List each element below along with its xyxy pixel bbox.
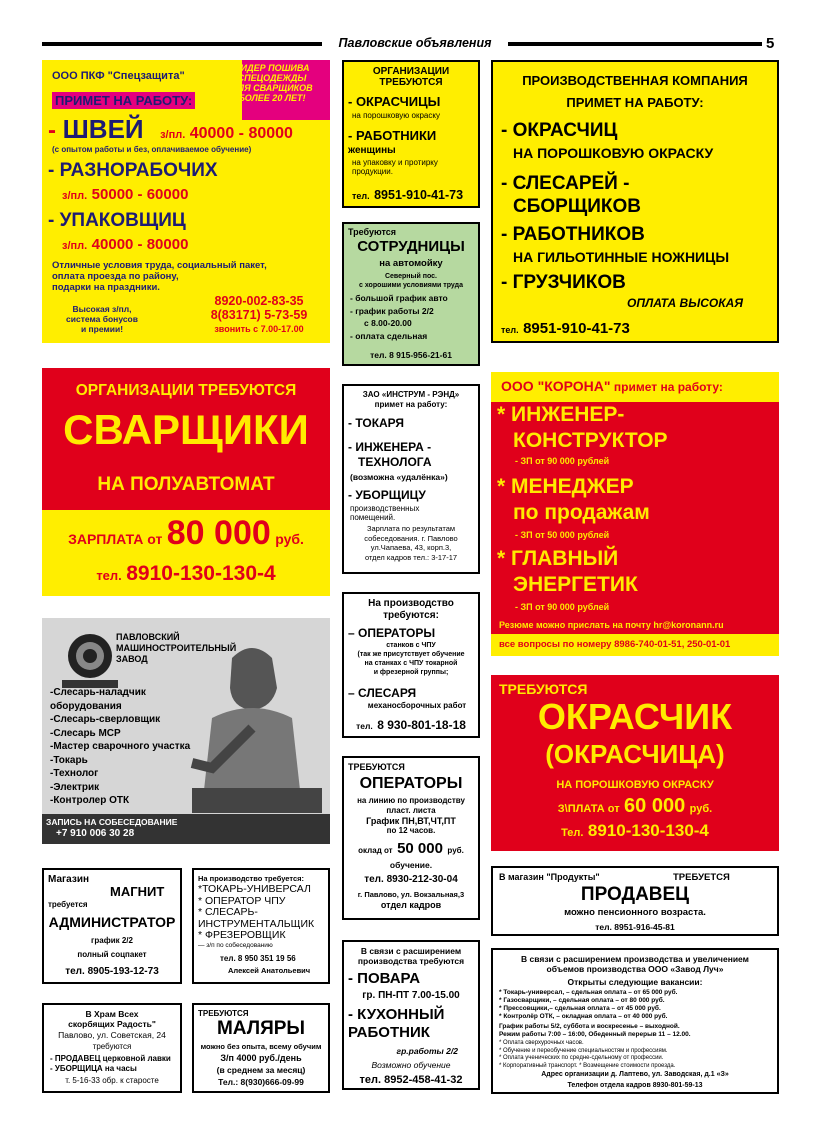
required-label: ТРЕБУЕТСЯ: [673, 872, 730, 883]
vacancy-list: [198, 884, 314, 942]
vacancy-item: * ОПЕРАТОР ЧПУ: [198, 894, 286, 907]
ad-title: ОПЕРАТОРЫ: [359, 775, 463, 792]
store-label: В магазин "Продукты": [499, 872, 600, 882]
pay-note-line: система бонусов: [66, 314, 138, 324]
note: можно без опыта, всему обучим: [200, 1042, 322, 1051]
slogan: [216, 63, 328, 103]
conditions: [52, 260, 267, 293]
salary-label: З\ПЛАТА от: [557, 803, 620, 815]
item-note: (возможна «удалёнка»): [350, 472, 448, 482]
ad-church: [42, 1003, 182, 1093]
ad-subtitle: на автомойку: [379, 258, 443, 269]
item-kuhonny: [348, 1006, 444, 1042]
job-shvei: [48, 114, 293, 145]
salary-value: 50000 - 60000: [91, 186, 189, 203]
item-line: - РАБОТНИКОВ: [501, 224, 645, 245]
ad-cook: [342, 940, 480, 1090]
title-suffix: примет на работу:: [610, 380, 723, 394]
item-line: РАБОТНИК: [348, 1024, 430, 1041]
item-note: гр.работы 2/2: [396, 1046, 458, 1056]
phone-label: Тел.: [561, 827, 584, 839]
salary-2: [62, 186, 188, 204]
job-line: * МЕНЕДЖЕР: [497, 475, 634, 498]
required-label: требуются: [92, 1042, 132, 1051]
title-line: ПРОИЗВОДСТВЕННАЯ КОМПАНИЯ: [522, 73, 748, 88]
details-line: собеседования. г. Павлово: [364, 533, 458, 543]
schedule: график 2/2: [91, 936, 133, 945]
open-vacancies: Открыты следующие вакансии:: [567, 977, 703, 987]
salary-value: 40000 - 80000: [91, 236, 189, 253]
job-title: АДМИНИСТРАТОР: [48, 914, 176, 930]
vacancy-item: *ТОКАРЬ-УНИВЕРСАЛ: [198, 883, 311, 895]
vacancy-item: * ФРЕЗЕРОВЩИК: [198, 929, 286, 941]
condition-item: - большой график авто: [350, 293, 448, 303]
salary-3: [62, 236, 188, 254]
job-energetik: [497, 546, 638, 598]
title-line: В связи с расширением: [360, 946, 462, 956]
job-salary: - ЗП от 90 000 рублей: [515, 456, 610, 466]
ad-korona: [491, 372, 779, 656]
address-line: отдел кадров: [380, 900, 442, 910]
store-label: Магазин: [48, 874, 90, 885]
job-item: -Технолог: [50, 768, 99, 779]
pay-note: ОПЛАТА ВЫСОКАЯ: [627, 296, 743, 310]
title-line: В Храм Всех: [85, 1009, 139, 1019]
item-rabotnikov: [501, 224, 729, 268]
pay-note-line: и премии!: [80, 324, 124, 334]
item-line: ТЕХНОЛОГА: [358, 455, 432, 469]
location-line: с хорошими условиями труда: [359, 282, 463, 289]
item-slesarei: [501, 172, 641, 218]
pay-note-line: Высокая з/пл,: [72, 304, 132, 314]
salary: З/п 4000 руб./день: [220, 1053, 302, 1063]
job-item: -Слесарь-сверловщик: [50, 714, 161, 725]
vacancy-list: [499, 989, 677, 1021]
vacancy-item: - УБОРЩИЦА на часы: [50, 1064, 137, 1073]
required-label: ТРЕБУЮТСЯ: [198, 1009, 249, 1018]
note-line: станков с ЧПУ: [386, 642, 436, 649]
ad-carwash: [342, 222, 480, 366]
schedule-line: График работы 5/2, суббота и воскресенье – выходной.: [499, 1023, 680, 1030]
phone: тел. 8 915-956-21-61: [370, 350, 452, 360]
details-line: График ПН,ВТ,ЧТ,ПТ: [366, 816, 456, 826]
job-line: ЭНЕРГЕТИК: [513, 573, 638, 596]
ad-title: [44, 1009, 180, 1029]
condition-item: - оплата сдельная: [350, 330, 428, 341]
schedule: [499, 1023, 691, 1039]
item-rabotniki: [348, 128, 436, 158]
item-line: - КУХОННЫЙ: [348, 1006, 445, 1023]
title-line: ОРГАНИЗАЦИИ: [372, 66, 450, 77]
item-line: женщины: [348, 145, 396, 156]
salary-label: з/пл.: [62, 240, 88, 252]
item-inzhenera: [348, 440, 432, 470]
company-line: ПАВЛОВСКИЙ: [116, 632, 180, 642]
item-note: гр. ПН-ПТ 7.00-15.00: [362, 990, 460, 1001]
note-line: помещений.: [350, 513, 396, 522]
title-line: На производство: [368, 598, 454, 609]
benefit-item: * Обучение и переобучение специальностям и профессиям.: [499, 1047, 668, 1054]
job-item: -Слесарь МСР: [50, 727, 121, 739]
item-slesarya: – СЛЕСАРЯ: [348, 686, 417, 700]
salary-value: 50 000: [397, 840, 443, 857]
job-line: по продажам: [513, 501, 650, 524]
company-line: МАШИНОСТРОИТЕЛЬНЫЙ: [116, 643, 237, 653]
job-raznorabochih: - РАЗНОРАБОЧИХ: [48, 160, 218, 181]
item-okraschitsy: - ОКРАСЧИЦЫ: [348, 94, 441, 109]
job-title: [491, 697, 779, 771]
job-title: СВАРЩИКИ: [63, 406, 309, 453]
phone: тел. 8905-193-12-73: [65, 966, 159, 977]
contacts: [190, 294, 328, 336]
job-inzhener: [497, 402, 668, 454]
job-item: -Слесарь-наладчик: [50, 687, 146, 698]
phone: 8 930-801-18-18: [377, 718, 466, 732]
job-line: ОКРАСЧИК: [537, 696, 733, 737]
slogan-line: СПЕЦОДЕЖДЫ: [237, 73, 307, 83]
phone-line: [501, 320, 630, 338]
ad-pmz: [42, 618, 330, 844]
item-uborshchitsu: - УБОРЩИЦУ: [348, 488, 426, 502]
training-note: Возможно обучение: [371, 1060, 451, 1070]
ad-painter-big: [491, 675, 779, 851]
salary-label: з/пл.: [62, 190, 88, 202]
note-line: производственных: [350, 504, 420, 513]
pay-note: [46, 304, 158, 334]
note: можно пенсионного возраста.: [564, 907, 706, 918]
details-line: на линию по производству: [357, 796, 465, 805]
details-line: ул.Чапаева, 43, корп.3,: [370, 543, 452, 552]
vacancy-item: * Токарь-универсал, – сдельная оплата – от 65 000 руб.: [499, 989, 678, 996]
job-menedzher: [497, 474, 650, 526]
ad-org-painters: [342, 60, 480, 208]
salary-label: ЗАРПЛАТА от: [68, 531, 163, 547]
slogan-line: ЛИДЕР ПОШИВА: [234, 63, 310, 73]
signup: [46, 816, 177, 840]
ad-title: [493, 954, 777, 974]
jobs-list: [50, 686, 190, 808]
vacancy-item: * Прессовщики,– сдельная оплата – от 45 000 руб.: [499, 1005, 661, 1012]
salary-value: 60 000: [624, 795, 686, 817]
page-number: 5: [766, 35, 775, 52]
salary-label: оклад от: [358, 846, 393, 855]
phone: Телефон отдела кадров 8930-801-59-13: [567, 1082, 703, 1089]
title-line: В связи с расширением производства и увеличением: [521, 954, 749, 964]
condition-item: - график работы 2/2: [350, 305, 434, 316]
job-line: * ИНЖЕНЕР-: [497, 403, 625, 426]
company-line: ЗАВОД: [116, 654, 148, 664]
ad-title: [344, 66, 478, 88]
job-line: (ОКРАСЧИЦА): [545, 739, 725, 769]
item-line: НА ПОРОШКОВУЮ ОКРАСКУ: [513, 145, 714, 161]
training-note: обучение.: [389, 860, 433, 870]
required-label: ТРЕБУЮТСЯ: [348, 762, 405, 772]
details-line: пласт. листа: [386, 806, 436, 815]
title-prefix: ООО: [501, 378, 538, 394]
job-line: КОНСТРУКТОР: [513, 429, 668, 452]
ad-turner-universal: [192, 868, 330, 984]
title-line: скорбящих Радость": [68, 1019, 156, 1029]
ad-welders: [42, 368, 330, 596]
hiring-heading: ПРИМЕТ НА РАБОТУ:: [52, 92, 195, 109]
item-note: на порошковую окраску: [352, 111, 440, 120]
title-line: требуются:: [383, 610, 439, 621]
job-title: ПРОДАВЕЦ: [580, 884, 690, 905]
item-note: [350, 504, 419, 522]
item-line: - РАБОТНИКИ: [348, 128, 437, 143]
address: Адрес организации д. Лаптево, ул. Заводская, д.1 «З»: [541, 1071, 729, 1078]
title-line: ТРЕБУЮТСЯ: [379, 77, 443, 88]
phone-label: тел.: [96, 568, 122, 583]
schedule-line: Режим работы 7:00 – 16:00, Обеденный перерыв 11 – 12.00.: [499, 1031, 691, 1038]
header-rule-right: [508, 42, 762, 46]
address-line: г. Павлово, ул. Вокзальная,3: [357, 890, 465, 899]
details: [344, 796, 478, 836]
ad-subtitle: НА ПОЛУАВТОМАТ: [97, 474, 275, 495]
title-line: производства требуются: [357, 956, 465, 966]
job-prefix: -: [48, 117, 63, 144]
location: [344, 272, 478, 290]
conditions-list: [350, 292, 448, 342]
salary-value: 40000 - 80000: [189, 125, 293, 142]
ad-produkty: [491, 866, 779, 936]
benefit-item: * Оплата сверхурочных часов.: [499, 1040, 584, 1046]
phone: 8951-910-41-73: [523, 320, 630, 337]
resume-note: Резюме можно прислать на почту hr@koronann.ru: [499, 620, 724, 630]
phone: 8910-130-130-4: [587, 821, 709, 840]
phone: т. 5-16-33 обр. к старосте: [65, 1076, 159, 1085]
phone-line: [491, 821, 779, 841]
package: полный соцпакет: [77, 950, 147, 959]
salary-line: [491, 795, 779, 818]
item-line: - ОКРАСЧИЦ: [501, 120, 618, 141]
ad-malyary: [192, 1003, 330, 1093]
company-name: [344, 390, 478, 410]
company-name: ООО ПКФ "Спецзащита": [52, 70, 185, 82]
ad-production-company: [491, 60, 779, 343]
header-rule-left: [42, 42, 322, 46]
salary-note: (в среднем за месяц): [216, 1065, 306, 1075]
item-tokarya: - ТОКАРЯ: [348, 416, 405, 430]
phone: тел. 8 950 351 19 56: [220, 954, 296, 963]
ad-zavod-luch: [491, 948, 779, 1094]
ad-cnc-operators: [342, 592, 480, 738]
salary-unit: руб.: [689, 803, 713, 815]
item-povara: - ПОВАРА: [348, 970, 421, 987]
item-okraschits: [501, 120, 713, 164]
job-item: -Контролер ОТК: [50, 795, 130, 806]
item-line: СБОРЩИКОВ: [513, 196, 641, 217]
header-title: Павловские объявления: [338, 36, 492, 50]
item-note: [344, 641, 478, 677]
salary-value: 80 000: [166, 514, 271, 552]
benefit-item: * Корпоративный транспорт. * Возмещение стоимости проезда.: [499, 1062, 676, 1069]
ad-magnit: [42, 868, 182, 984]
job-item: -Электрик: [50, 781, 100, 793]
vacancy-item: ИНСТРУМЕНТАЛЬЩИК: [198, 917, 315, 930]
required-label: ТРЕБУЮТСЯ: [499, 681, 588, 697]
job-item: оборудования: [50, 700, 122, 712]
ad-title: [493, 70, 777, 114]
title-name: "КОРОНА": [537, 378, 611, 394]
slogan-line: ДЛЯ СВАРЩИКОВ: [231, 83, 313, 93]
vacancy-item: * СЛЕСАРЬ-: [198, 906, 258, 918]
salary-line: [42, 514, 330, 553]
signup-label: ЗАПИСЬ НА СОБЕСЕДОВАНИЕ: [46, 817, 178, 827]
location-line: Северный пос.: [384, 273, 438, 280]
note-line: и фрезерной группы;: [373, 669, 449, 676]
job-salary: - ЗП от 90 000 рублей: [515, 602, 610, 612]
phone: тел. 8952-458-41-32: [359, 1074, 463, 1086]
ad-title: На производство требуется:: [198, 874, 305, 883]
conditions-line: Отличные условия труда, социальный пакет,: [52, 260, 267, 271]
ad-title: ОРГАНИЗАЦИИ ТРЕБУЮТСЯ: [75, 382, 297, 399]
phone-label: тел.: [501, 325, 519, 335]
ad-title: [344, 946, 478, 966]
job-title: МАЛЯРЫ: [216, 1018, 306, 1039]
slogan-line: БОЛЕЕ 20 ЛЕТ!: [238, 93, 306, 103]
vacancy-item: * Газосварщики, – сдельная оплата – от 80 000 руб.: [499, 997, 665, 1004]
item-operatory: – ОПЕРАТОРЫ: [348, 626, 436, 640]
address: [344, 890, 478, 910]
salary-line: [344, 840, 478, 858]
details-line: отдел кадров тел.: 3-17-17: [364, 552, 458, 562]
phone-label: тел.: [356, 721, 373, 731]
job-line: * ГЛАВНЫЙ: [497, 547, 619, 570]
note-line: (так же присутствует обучение: [357, 651, 465, 658]
store-name: МАГНИТ: [110, 884, 165, 899]
job-upakovshchits: - УПАКОВЩИЦ: [48, 210, 186, 231]
ad-spetszashchita: [42, 60, 330, 343]
salary-label: з/пл.: [160, 129, 186, 141]
note-line: на упаковку и протирку: [352, 158, 438, 167]
vacancy-item: - ПРОДАВЕЦ церковной лавки: [50, 1054, 171, 1063]
item-note: [352, 158, 438, 176]
contact-person: Алексей Анатольевич: [228, 966, 311, 975]
salary-unit: руб.: [275, 531, 304, 547]
questions-note: все вопросы по номеру 8986-740-01-51, 250-01-01: [499, 639, 731, 650]
ad-title: СОТРУДНИЦЫ: [357, 238, 465, 255]
vacancy-list: [50, 1054, 171, 1074]
item-line: - СЛЕСАРЕЙ -: [501, 173, 630, 194]
details: [344, 524, 478, 562]
conditions-line: подарки на праздники.: [52, 282, 160, 293]
required-label: Требуются: [348, 227, 396, 237]
ad-instrum: [342, 384, 480, 574]
ad-subtitle: НА ПОРОШКОВУЮ ОКРАСКУ: [556, 779, 714, 791]
title-line: ПРИМЕТ НА РАБОТУ:: [566, 95, 704, 110]
ad-title: [501, 378, 723, 396]
item-line: - ИНЖЕНЕРА -: [348, 440, 432, 454]
note-line: продукции.: [352, 167, 393, 176]
job-item: -Токарь: [50, 754, 88, 766]
item-note: механосборочных работ: [367, 701, 467, 710]
job-salary: - ЗП от 50 000 рублей: [515, 530, 610, 540]
phone: 8920-002-83-35: [214, 294, 304, 308]
job-title: ШВЕЙ: [62, 114, 144, 144]
call-hours: звонить с 7.00-17.00: [214, 324, 304, 334]
company-name: [116, 632, 236, 665]
vacancy-item: * Контролёр ОТК, – окладная оплата – от 40 000 руб.: [499, 1013, 668, 1020]
phone: 8910-130-130-4: [126, 562, 276, 585]
phone-line: [344, 716, 478, 734]
company-line: ЗАО «ИНСТРУМ - РЭНД»: [362, 390, 460, 399]
details-line: Зарплата по результатам: [366, 524, 456, 533]
phone: тел. 8930-212-30-04: [364, 874, 458, 885]
job-item: -Мастер сварочного участка: [50, 741, 191, 752]
benefit-item: * Оплата ученических по средне-сдельному от профессии.: [499, 1055, 664, 1061]
item-gruzchikov: - ГРУЗЧИКОВ: [501, 272, 626, 293]
address: Павлово, ул. Советская, 24: [58, 1030, 166, 1040]
title-line: объемов производства ООО «Завод Луч»: [546, 964, 724, 974]
conditions-line: оплата проезда по району,: [52, 271, 179, 282]
phone: +7 910 006 30 28: [56, 828, 135, 839]
salary-unit: руб.: [447, 846, 464, 855]
ad-line-operators: [342, 756, 480, 920]
phone: 8(83171) 5-73-59: [210, 308, 308, 322]
item-line: НА ГИЛЬОТИННЫЕ НОЖНИЦЫ: [513, 249, 730, 265]
benefits-list: [499, 1040, 675, 1070]
condition-item: с 8.00-20.00: [364, 318, 412, 328]
phone-line: [352, 186, 463, 204]
hiring-line: примет на работу:: [374, 400, 448, 409]
note-line: на станках с ЧПУ токарной: [364, 660, 458, 667]
details-line: по 12 часов.: [386, 826, 436, 835]
phone: тел. 8951-916-45-81: [595, 922, 675, 932]
phone-label: тел.: [352, 191, 370, 201]
phone-line: [42, 562, 330, 586]
phone: 8951-910-41-73: [374, 188, 464, 202]
salary-note: — з/п по собеседованию: [198, 942, 273, 949]
job-note: (с опытом работы и без, оплачиваемое обучение): [52, 145, 252, 154]
phone: Тел.: 8(930)666-09-99: [218, 1077, 304, 1087]
required-label: требуется: [48, 900, 88, 909]
ad-title: [344, 598, 478, 622]
